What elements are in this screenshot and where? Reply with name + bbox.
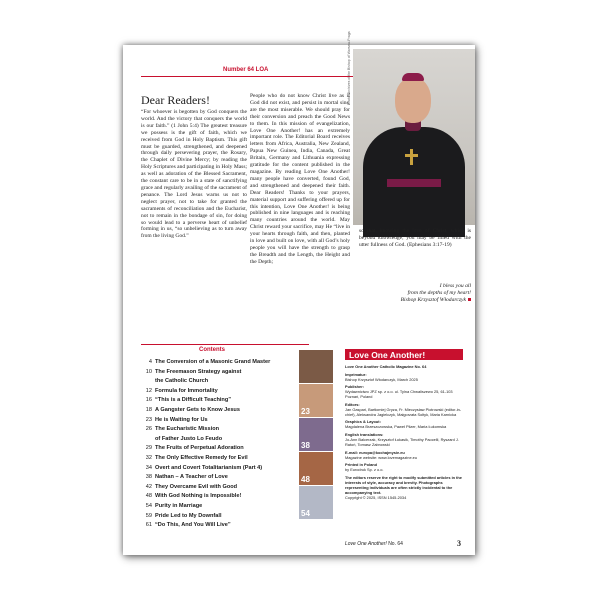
contents-thumbnail — [299, 418, 333, 451]
toc-page-number: 10 — [145, 368, 152, 375]
toc-page-number: 23 — [145, 416, 152, 423]
signature-line-2: from the depths of my heart! — [407, 290, 471, 296]
toc-page-number: 61 — [145, 522, 152, 529]
toc-title: A Gangster Gets to Know Jesus — [155, 406, 240, 413]
thumbnail-page-number: 23 — [301, 407, 310, 416]
contents-thumbnail — [299, 452, 333, 485]
issue-label: Number 64 LOA — [223, 67, 269, 73]
imprint-heading: The editors reserve the right to modify submitted articles in the interests of style, accuracy and brevity. Photographs representing individuals are often strictly incidental to the accompanying text. — [345, 474, 462, 495]
page-number: 3 — [457, 539, 461, 548]
toc-title: The Only Effective Remedy for Evil — [155, 454, 248, 461]
toc-page-number: 59 — [145, 512, 152, 519]
contents-thumbnail — [299, 384, 333, 417]
toc-item[interactable] — [141, 397, 316, 407]
toc-title: Pride Led to My Downfall — [155, 512, 222, 519]
letter-column-1 — [141, 109, 247, 240]
imprint-heading: Publisher: — [345, 384, 365, 390]
imprint-heading: Editors: — [345, 401, 360, 407]
signature-line-1: I bless you all — [439, 283, 471, 289]
toc-item[interactable] — [141, 378, 316, 388]
toc-title: Formula for Immortality — [155, 387, 218, 394]
toc-page-number: 18 — [145, 406, 152, 413]
masthead — [345, 349, 463, 360]
thumbnail-page-number: 38 — [301, 441, 310, 450]
letter-text-1: “For whoever is begotten by God conquers the world. And the victory that conquers the world is our faith.” (1 John 5:4) The greatest treasure we possess is the gift of faith, which we received from God in Holy Baptism. This gift must be guarded, strengthened, and deepened through daily persevering prayer, the Rosary, the Chaplet of Divine Mercy; by reading the Holy Scriptures and participating in Holy Mass; as well as adoration of the Blessed Sacrament, the constant care to be in a state of sanctifying grace and regularly availing of the sacrament of penance. The Lord Jesus warns us not to neglect prayer, not to take for granted the sacraments of reconciliation and the Eucharist, not to remain in the bondage of sin, for doing so would lead to a perverse heart of unbelief forming in us, “so unbelieving as to turn away from the living God.” — [141, 109, 247, 240]
toc-page-number: 4 — [148, 359, 152, 365]
imprint-heading: Imprimatur: — [345, 371, 367, 377]
imprint-block — [345, 402, 467, 417]
toc-page-number: 26 — [145, 426, 152, 433]
toc-title: The Fruits of Perpetual Adoration — [155, 445, 244, 452]
masthead-title: Love One Another! — [349, 350, 426, 360]
letter-heading: Dear Readers! — [141, 93, 210, 107]
toc-title: of Father Justo Lo Feudo — [155, 435, 223, 442]
imprint-block — [345, 432, 467, 447]
pectoral-cross-icon — [410, 149, 413, 165]
imprint-block — [345, 372, 467, 382]
imprint-heading: Love One Another Catholic Magazine No. 64 — [345, 364, 427, 369]
toc-item[interactable] — [141, 493, 316, 503]
contents-title: Contents — [199, 347, 225, 353]
toc-page-number: 42 — [145, 483, 152, 490]
header-rule — [141, 76, 353, 77]
imprint-text: Jan Gaspari, Bartłomiej Gryza, Fr. Mieczysław Piotrowski (editor-in-chief), Aleksandra Jagielczyk, Małgorzata Sołtyk, Maria Karnicka — [345, 406, 462, 417]
toc-title: They Overcame Evil with Good — [155, 483, 238, 490]
toc-title: Purity in Marriage — [155, 502, 203, 509]
toc-item[interactable] — [141, 426, 316, 436]
imprint-block — [345, 462, 467, 472]
imprint-heading: Printed in Poland — [345, 462, 377, 468]
photo-credit: Photo: Archives of the Bishop of Warsaw-Praga — [347, 31, 351, 105]
imprint-block — [345, 384, 467, 399]
toc-item[interactable] — [141, 522, 316, 532]
imprint-block — [345, 475, 467, 500]
imprint-text: Wydawnictwo JPZ sp. z o.o. ul. Tylna Chwaliszewo 25, 61-103 Poznań, Poland — [345, 389, 453, 400]
toc-item[interactable] — [141, 388, 316, 398]
toc-title: The Freemason Strategy against — [155, 368, 242, 375]
thumbnail-page-number: 48 — [301, 475, 310, 484]
imprint-text: Magdalena Brzeszczowska, Paweł Plizer, Maria Łukomska — [345, 424, 447, 430]
footer-issue: No. 64 — [388, 541, 403, 547]
pectoral-cross-bar — [405, 154, 418, 157]
signature-name — [359, 297, 471, 304]
toc-title: He is Waiting for Us — [155, 416, 208, 423]
imprint-text: Magazine website: www.lovemagazine.eu — [345, 454, 418, 460]
toc-page-number: 12 — [145, 387, 152, 394]
toc-title: The Eucharistic Mission — [155, 426, 220, 433]
toc-item[interactable] — [141, 484, 316, 494]
toc-item[interactable] — [141, 436, 316, 446]
contents-rule — [141, 344, 309, 345]
signature — [359, 283, 471, 304]
imprint — [345, 364, 467, 502]
toc-page-number: 38 — [145, 474, 152, 481]
toc-page-number: 34 — [145, 464, 152, 471]
toc-item[interactable] — [141, 474, 316, 484]
thumbnail-page-number: 54 — [301, 509, 310, 518]
toc-page-number: 16 — [145, 397, 152, 404]
toc-item[interactable] — [141, 465, 316, 475]
toc-title: Nathan – A Teacher of Love — [155, 474, 228, 481]
contents-thumbnail — [299, 350, 333, 383]
page-footer — [345, 541, 475, 547]
toc-title: The Conversion of a Masonic Grand Master — [155, 359, 271, 365]
toc-page-number: 32 — [145, 454, 152, 461]
toc-title: Overt and Covert Totalitarianism (Part 4) — [155, 464, 263, 471]
toc-item[interactable] — [141, 359, 316, 369]
contents-list — [141, 359, 316, 532]
toc-title: the Catholic Church — [155, 378, 209, 385]
letter-column-2: People who do not know Christ live as if God did not exist, and persist in mortal sins, are the most miserable. We should pray for their conversion and preach the Good News to them. In this mission of evangelization, Love One Another! has an extremely important role. The Editorial Board receives letters from Africa, Australia, New Zealand, Papua New Guinea, India, Canada, Great Britain, Germany and Lithuania expressing gratitude for the content published in the magazine. By reading Love One Another! many people have converted, found God, and strengthened and deepened their faith. Dear Readers! Thanks to your prayers, material support and suffering offered up for this intention, Love One Another! is being published in nine languages and is reaching many countries around the world. May Christ reward your sacrifice, may He “live in your hearts through faith, and then, planted in love and built on love, with all God’s holy people you will have the strength to grasp the Breadth and the Length, the Height and the Depth; — [250, 93, 350, 265]
imprint-text: Copyright © 2025, ISSN 1545-2034 — [345, 494, 407, 500]
toc-title: With God Nothing is Impossible! — [155, 493, 242, 500]
imprint-text: by Eurodruk Sp. z o.o. — [345, 467, 384, 473]
imprint-block — [345, 450, 467, 460]
bishop-photo — [353, 49, 611, 234]
imprint-text: Jo-Ann Balcerzak, Krzysztof Łukasik, Timothy Paocelli, Ryszard J. Ratoń, Tomasz Zabrowski — [345, 436, 459, 447]
toc-item[interactable] — [141, 369, 316, 379]
toc-page-number: 48 — [145, 493, 152, 500]
signature-name-text: Bishop Krzysztof Włodarczyk — [400, 297, 466, 303]
photo-sash — [387, 179, 441, 187]
imprint-heading: English translations: — [345, 431, 384, 437]
toc-item[interactable] — [141, 407, 316, 417]
photo-face — [395, 77, 431, 123]
toc-item[interactable] — [141, 513, 316, 523]
magazine-page — [123, 31, 611, 555]
toc-title: “This is a Difficult Teaching” — [155, 397, 232, 404]
toc-item[interactable] — [141, 445, 316, 455]
photo-caption: Bishop Krzysztof Włodarczyk — [587, 219, 611, 234]
footer-magazine: Love One Another! — [345, 541, 387, 547]
photo-zucchetto — [402, 73, 424, 81]
toc-item[interactable] — [141, 417, 316, 427]
contents-thumbnails — [299, 350, 333, 520]
letter-column-3: so that, knowing the love of Christ, which is beyond knowledge, you may be filled with the utter fullness of God. (Ephesians 3:17-19) — [359, 228, 471, 248]
toc-title: “Do This, And You Will Live” — [155, 522, 231, 529]
toc-item[interactable] — [141, 455, 316, 465]
end-mark-icon — [468, 298, 471, 301]
toc-page-number: 29 — [145, 445, 152, 452]
imprint-heading: E-mail: europa@kochajmysie.eu — [345, 449, 405, 455]
imprint-text: Bishop Krzysztof Włodarczyk, March 2025 — [345, 376, 418, 382]
imprint-block — [345, 419, 467, 429]
toc-item[interactable] — [141, 503, 316, 513]
imprint-heading: Graphics & Layout: — [345, 419, 381, 425]
contents-thumbnail — [299, 486, 333, 519]
imprint-block — [345, 364, 467, 369]
toc-page-number: 54 — [145, 502, 152, 509]
